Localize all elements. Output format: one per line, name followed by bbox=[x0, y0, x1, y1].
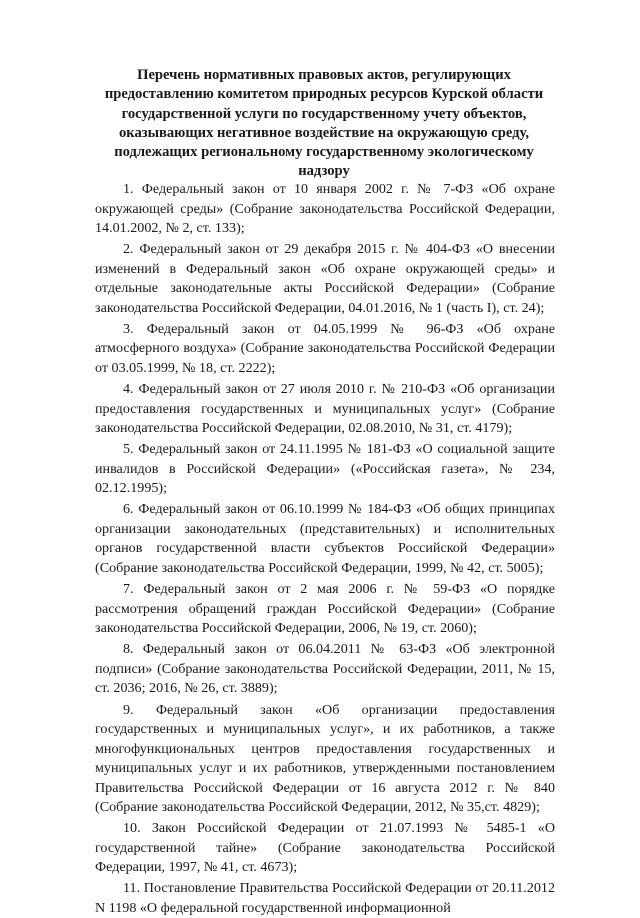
list-item-7: 7. Федеральный закон от 2 мая 2006 г. № 59-ФЗ «О порядке рассмотрения обращений граждан Российской Федерации» (Собрание законодательства Российской Федерации, 2006, № 19, ст. 2060); bbox=[95, 581, 555, 637]
title-line: подлежащих региональному государственному экологическому bbox=[114, 144, 534, 161]
list-item-1: 1. Федеральный закон от 10 января 2002 г. № 7-ФЗ «Об охране окружающей среды» (Собрание законодательства Российской Федерации, 14.01.2002, № 2, ст. 133); bbox=[95, 181, 555, 236]
list-item-3: 3. Федеральный закон от 04.05.1999 № 96-ФЗ «Об охране атмосферного воздуха» (Собрание законодательства Российской Федерации от 03.05.1999, № 18, ст. 2222); bbox=[95, 320, 555, 376]
title-line: Перечень нормативных правовых актов, регулирующих bbox=[137, 67, 511, 83]
title-line: надзору bbox=[298, 163, 350, 180]
title-line: оказывающих негативное воздействие на окружающую среду, bbox=[118, 124, 530, 141]
title-line: предоставлению комитетом природных ресурсов Курской области bbox=[104, 86, 544, 103]
title-line: государственной услуги по государственному учету объектов, bbox=[121, 105, 527, 122]
list-item-2: 2. Федеральный закон от 29 декабря 2015 г. № 404-ФЗ «О внесении изменений в Федеральный закон «Об охране окружающей среды» и отдельные законодательные акты Российской Федерации» (Собрание законодательства Российской Федерации, 04.01.2016, № 1 (часть I), ст. 24); bbox=[95, 241, 555, 316]
list-item-8: 8. Федеральный закон от 06.04.2011 № 63-ФЗ «Об электронной подписи» (Собрание законодательства Российской Федерации, 2011, № 15, ст. 2036; 2016, № 26, ст. 3889); bbox=[95, 641, 555, 697]
list-item-11: 11. Постановление Правительства Российской Федерации от 20.11.2012 N 1198 «О федеральной государственной информационной bbox=[95, 880, 555, 916]
list-item-10: 10. Закон Российской Федерации от 21.07.1993 № 5485-1 «О государственной тайне» (Собрание законодательства Российской Федерации, 1997, № 41, ст. 4673); bbox=[95, 820, 555, 876]
document-title bbox=[80, 66, 568, 182]
legal-acts-list bbox=[95, 180, 555, 918]
list-item-4: 4. Федеральный закон от 27 июля 2010 г. № 210-ФЗ «Об организации предоставления государственных и муниципальных услуг» (Собрание законодательства Российской Федерации, 02.08.2010, № 31, ст. 4179); bbox=[95, 381, 555, 437]
list-item-6: 6. Федеральный закон от 06.10.1999 № 184-ФЗ «Об общих принципах организации законодательных (представительных) и исполнительных органов государственной власти субъектов Российской Федерации» (Собрание законодательства Российской Федерации, 1999, № 42, ст. 5005); bbox=[95, 501, 555, 576]
list-item-9: 9. Федеральный закон «Об организации предоставления государственных и муниципальных услуг», и их работников, а также многофункциональных центров предоставления государственных и муниципальных услуг и их работников, утвержденными постановлением Правительства Российской Федерации от 16 августа 2012 г. № 840 (Собрание законодательства Российской Федерации, 2012, № 35,ст. 4829); bbox=[95, 701, 555, 815]
list-item-5: 5. Федеральный закон от 24.11.1995 № 181-ФЗ «О социальной защите инвалидов в Российской Федерации» («Российская газета», № 234, 02.12.1995); bbox=[95, 441, 555, 497]
